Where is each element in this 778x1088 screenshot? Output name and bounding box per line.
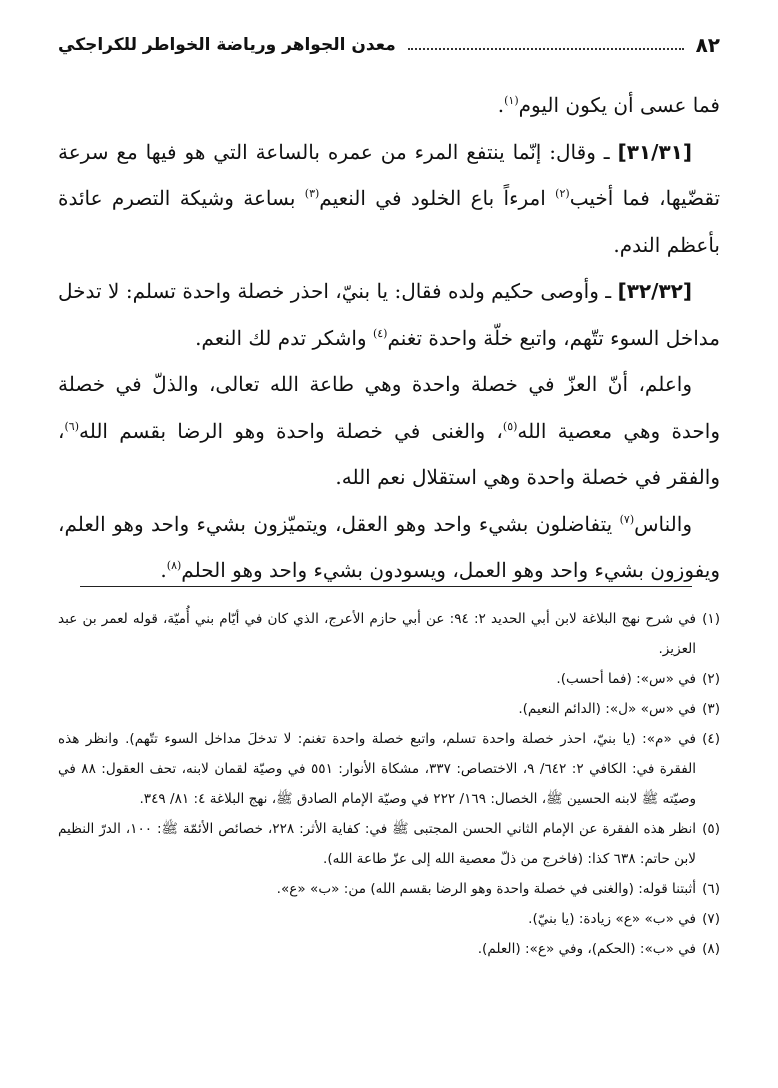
footnote-separator xyxy=(80,586,692,587)
footnote-item xyxy=(58,604,720,664)
paragraph-1 xyxy=(58,82,720,129)
footnote-number: (٧) xyxy=(702,911,720,927)
paragraph-text: امرءاً باع الخلود في النعيم xyxy=(319,186,556,210)
footnote-ref[interactable]: (٣) xyxy=(304,187,320,200)
footnote-text: في «س»: (فما أحسب). xyxy=(556,671,697,687)
paragraph-number: [٣٢/٣٢] xyxy=(617,279,692,303)
footnote-item xyxy=(58,694,720,724)
footnote-ref[interactable]: (١) xyxy=(504,94,519,107)
footnote-item xyxy=(58,934,720,964)
footnote-number: (٦) xyxy=(702,881,720,897)
header-leader-dots xyxy=(408,48,684,50)
footnote-number: (٤) xyxy=(702,731,720,747)
page-header xyxy=(58,30,720,60)
footnote-text: انظر هذه الفقرة عن الإمام الثاني الحسن المجتبى ﷺ في: كفاية الأثر: ٢٢٨، خصائص الأئمّة ﷺ: ١٠٠، الدرّ النظيم لابن حاتم: ٦٣٨ كذا: (فاخرج من ذلّ معصية الله إلى عزّ طاعة الله). xyxy=(58,821,697,867)
footnote-text: في «ب» «ع» زيادة: (يا بنيّ). xyxy=(528,911,697,927)
footnote-ref[interactable]: (٨) xyxy=(166,559,182,572)
main-text xyxy=(58,82,720,594)
paragraph-text: ، والغنى في خصلة واحدة وهو الرضا بقسم الله xyxy=(78,418,503,443)
paragraph-text: واشكر تدم لك النعم. xyxy=(195,325,373,350)
running-title: معدن الجواهر ورياضة الخواطر للكراجكي xyxy=(58,35,396,55)
footnote-text: في شرح نهج البلاغة لابن أبي الحديد ٢: ٩٤: عن أبي حازم الأعرج، الذي كان في أيّام بني أُميّة، قوله لعمر بن عبد العزيز. xyxy=(58,611,697,657)
footnote-text: أثبتنا قوله: (والغنى في خصلة واحدة وهو الرضا بقسم الله) من: «ب» «ع». xyxy=(276,881,697,897)
footnote-item xyxy=(58,814,720,874)
footnote-item xyxy=(58,724,720,814)
footnote-text: في «م»: (يا بنيّ، احذر خصلة واحدة تسلم، واتبع خصلة واحدة تغنم: لا تدخلَ مداخل السوء تتّهم). وانظر هذه الفقرة في: الكافي ٢: ٦٤٢/ ٩، الاختصاص: ٣٣٧، مشكاة الأنوار: ٥٥١ في وصيّة لقمان لابنه، تحف العقول: ٨٨ في وصيّته ﷺ لابنه الحسين ﷺ، الخصال: ١٦٩/ ٢٢٢ في وصيّة الإمام الصادق ﷺ، نهج البلاغة ٤: ٨١/ ٣٤٩. xyxy=(58,731,697,807)
paragraph-text: فما عسى أن يكون اليوم xyxy=(518,93,720,117)
paragraph-wisdom xyxy=(58,361,720,501)
paragraph-text: . xyxy=(497,93,505,117)
footnote-ref[interactable]: (٢) xyxy=(555,187,570,200)
footnote-ref[interactable]: (٥) xyxy=(502,419,518,433)
paragraph-text: ـ وقال: إنّما ينتفع المرء من عمره بالساعة التي هو فيها مع سرعة تقضّيها، فما أخيب xyxy=(58,139,721,210)
footnote-number: (٣) xyxy=(702,701,720,717)
page-number: ٨٢ xyxy=(695,33,720,57)
paragraph-text: . xyxy=(160,558,167,582)
paragraph-32 xyxy=(58,268,720,361)
footnotes xyxy=(58,604,720,964)
footnote-number: (٨) xyxy=(702,941,720,957)
footnote-ref[interactable]: (٦) xyxy=(64,419,79,433)
paragraph-text: ، والفقر في خصلة واحدة وهي استقلال نعم الله. xyxy=(58,418,720,489)
footnote-number: (٥) xyxy=(702,821,720,837)
footnote-item xyxy=(58,664,720,694)
footnote-number: (٢) xyxy=(702,671,720,687)
paragraph-31 xyxy=(58,129,720,269)
footnote-text: في «ب»: (الحكم)، وفي «ع»: (العلم). xyxy=(477,941,697,957)
footnote-item xyxy=(58,904,720,934)
paragraph-text: واعلم، أنّ العزّ في خصلة واحدة وهي طاعة الله تعالى، والذلّ في خصلة واحدة وهي معصية الله xyxy=(58,372,720,443)
footnote-number: (١) xyxy=(702,611,720,627)
paragraph-text: بساعة وشيكة التصرم عائدة بأعظم الندم. xyxy=(58,186,720,257)
paragraph-text: ـ وأوصى حكيم ولده فقال: يا بنيّ، احذر خصلة واحدة تسلم: لا تدخل مداخل السوء تتّهم، واتبع خلّة واحدة تغنم xyxy=(58,279,720,350)
footnote-ref[interactable]: (٧) xyxy=(619,512,635,526)
footnote-item xyxy=(58,874,720,904)
paragraph-text: يتفاضلون بشيء واحد وهو العقل، ويتميّزون بشيء واحد وهو العلم، ويفوزون بشيء واحد وهو العمل، ويسودون بشيء واحد وهو الحلم xyxy=(58,511,720,582)
footnote-ref[interactable]: (٤) xyxy=(372,326,388,340)
paragraph-people xyxy=(58,501,720,594)
paragraph-text: والناس xyxy=(634,511,692,536)
paragraph-number: [٣١/٣١] xyxy=(617,139,692,164)
footnote-text: في «س» «ل»: (الدائم النعيم). xyxy=(518,701,697,717)
